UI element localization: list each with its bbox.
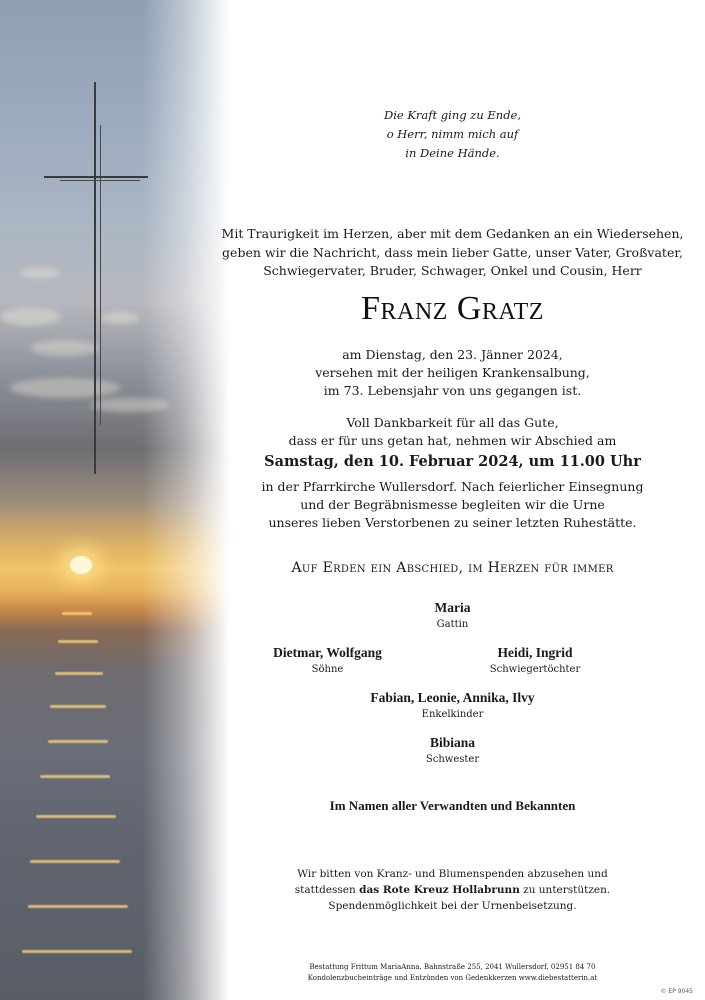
closing-line: Im Namen aller Verwandten und Bekannten [329, 798, 576, 813]
mourner-grandchildren: Fabian, Leonie, Annika, Ilvy Enkelkinder [370, 690, 535, 720]
donation-request: Wir bitten von Kranz- und Blumenspenden abzusehen und stattdessen das Rote Kreuz Hollabrunn zu unterstützen. Spendenmöglichkeit bei der Urnenbeisetzung. [294, 868, 611, 912]
funeral-date: Samstag, den 10. Februar 2024, um 11.00 Uhr [264, 453, 641, 470]
funeral-home-info: Bestattung Frittum MariaAnna, Bahnstraße 255, 2041 Wullersdorf, 02951 84 70 Kondolenzbucheinträge und Entzünden von Gedenkkerzen www.diebestatterin.at [307, 963, 598, 982]
mourner-sons: Dietmar, Wolfgang Söhne [273, 645, 382, 675]
ceremony-text: in der Pfarrkirche Wullersdorf. Nach feierlicher Einsegnung und der Begräbnismesse begleiten wir die Urne unseres lieben Verstorbenen zu seiner letzten Ruhestätte. [261, 479, 644, 530]
mourner-spouse: Maria Gattin [434, 600, 471, 630]
intro-text: Mit Traurigkeit im Herzen, aber mit dem Gedanken an ein Wiedersehen, geben wir die Nachricht, dass mein lieber Gatte, unser Vater, Großvater, Schwiegervater, Bruder, Schwager, Onkel und Cousin, Herr [221, 226, 684, 278]
ep-code: © EP 9045 [660, 988, 693, 995]
sun [70, 556, 92, 574]
mourner-sister: Bibiana Schwester [425, 735, 480, 765]
thanks-text: Voll Dankbarkeit für all das Gute, dass er für uns getan hat, nehmen wir Abschied am [288, 415, 617, 448]
charity-name: das Rote Kreuz Hollabrunn [359, 884, 520, 896]
death-notice: am Dienstag, den 23. Jänner 2024, versehen mit der heiligen Krankensalbung, im 73. Lebensjahr von uns gegangen ist. [315, 347, 590, 398]
deceased-name: Franz Gratz [361, 290, 544, 327]
motto: Auf Erden ein Abschied, im Herzen für immer [291, 560, 614, 576]
bible-verse: Die Kraft ging zu Ende, o Herr, nimm mich auf in Deine Hände. [383, 108, 522, 160]
mourner-daughters-in-law: Heidi, Ingrid Schwiegertöchter [489, 645, 581, 675]
sunset-sea-photo [0, 0, 230, 1000]
